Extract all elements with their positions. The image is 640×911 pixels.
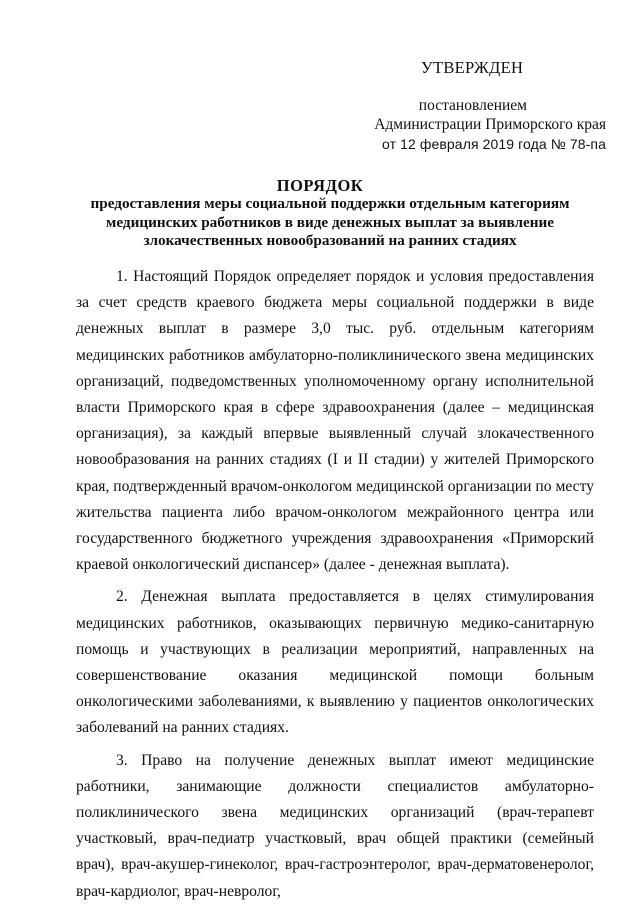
document-body xyxy=(76,264,594,911)
paragraph-1: 1. Настоящий Порядок определяет порядок и условия предоставления за счет средств краевого бюджета меры социальной поддержки в виде денежных выплат в размере 3,0 тыс. руб. отдельным категориям медицинских работников амбулаторно-поликлинического звена медицинских организаций, подведомственных уполномоченному органу исполнительной власти Приморского края в сфере здравоохранения (далее – медицинская организация), за каждый впервые выявленный случай злокачественного новообразования на ранних стадиях (I и II стадии) у жителей Приморского края, подтвержденный врачом-онкологом медицинской организации по месту жительства пациента либо врачом-онкологом межрайонного центра или государственного бюджетного учреждения здравоохранения «Приморский краевой онкологический диспансер» (далее - денежная выплата). xyxy=(76,268,594,574)
approval-reference xyxy=(374,96,606,154)
paragraph-3: 3. Право на получение денежных выплат имеют медицинские работники, занимающие должности специалистов амбулаторно-поликлинического звена медицинских организаций (врач-терапевт участковый, врач-педиатр участковый, врач общей практики (семейный врач), врач-акушер-гинеколог, врач-гастроэнтеролог, врач-дерматовенеролог, врач-кардиолог, врач-невролог, xyxy=(76,751,594,900)
approval-line-resolution: постановлением xyxy=(418,97,527,114)
document-title: ПОРЯДОК xyxy=(276,176,364,195)
approval-heading: УТВЕРЖДЕН xyxy=(421,58,524,77)
document-subtitle: предоставления меры социальной поддержки отдельным категориям медицинских работников в виде денежных выплат за выявление злокачественных новообразований на ранних стадиях xyxy=(90,195,570,249)
approval-line-administration: Администрации Приморского края xyxy=(374,116,606,133)
paragraph-2: 2. Денежная выплата предоставляется в целях стимулирования медицинских работников, оказывающих первичную медико-санитарную помощь и участвующих в реализации мероприятий, направленных на совершенствование оказания медицинской помощи больным онкологическими заболеваниями, к выявлению у пациентов онкологических заболеваний на ранних стадиях. xyxy=(76,588,594,737)
approval-date-number: от 12 февраля 2019 года № 78-па xyxy=(382,136,606,152)
